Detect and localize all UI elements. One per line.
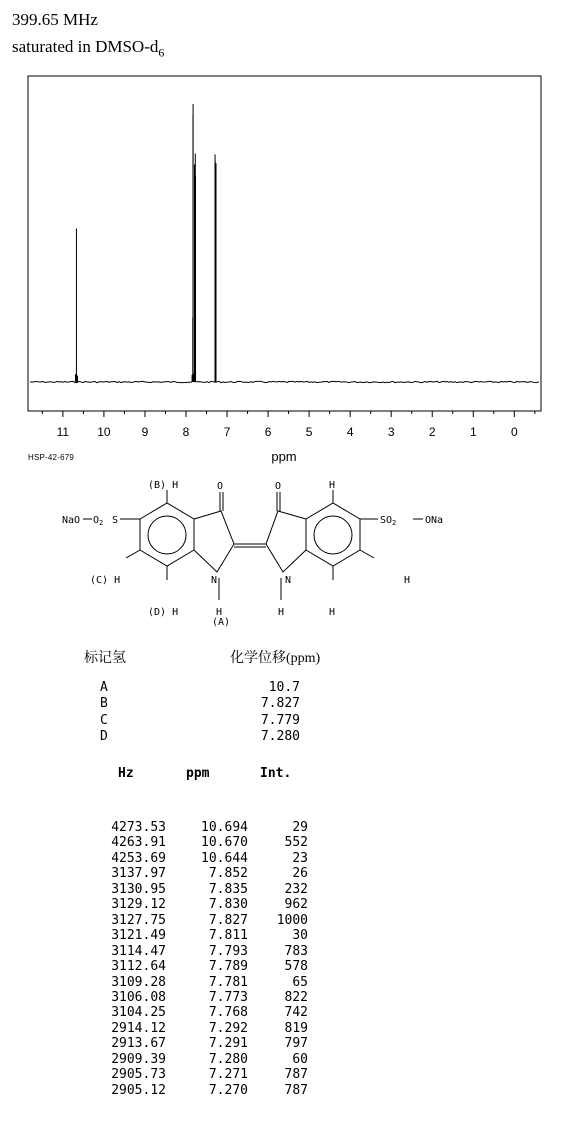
peak-row — [84, 959, 308, 974]
spectrometer-frequency: 399.65 MHz — [12, 10, 98, 29]
peak-int: 819 — [284, 1020, 308, 1036]
peak-int: 29 — [292, 820, 308, 835]
x-axis-label: ppm — [271, 449, 297, 464]
peak-row — [84, 820, 308, 835]
o-left-label: O — [217, 481, 224, 492]
peak-row — [84, 944, 308, 959]
peak-hz: 4273.53 — [111, 820, 166, 835]
peak-ppm: 7.830 — [208, 897, 248, 913]
assignment-shift: 7.779 — [260, 712, 300, 728]
spectrum-code: HSP-42-679 — [28, 453, 75, 462]
peak-int: 962 — [284, 897, 308, 913]
peak-int: 578 — [284, 959, 308, 975]
peak-ppm: 7.793 — [208, 943, 248, 959]
peak-int: 60 — [292, 1051, 308, 1067]
left-five-ring — [194, 511, 234, 572]
x-tick-label: 6 — [264, 425, 272, 439]
peak-hz: 3129.12 — [111, 897, 166, 913]
h-top-right-label: H — [329, 480, 336, 491]
right-aromatic-circle — [314, 516, 352, 554]
x-tick-label: 7 — [223, 425, 231, 439]
h-nh-right-label: H — [278, 607, 285, 618]
x-tick-label: 11 — [56, 425, 70, 439]
peak-ppm: 7.811 — [208, 928, 248, 944]
peak-int: 742 — [284, 1005, 308, 1021]
assignment-label: D — [100, 728, 108, 744]
n-left-label: N — [211, 575, 218, 586]
peak-int: 552 — [284, 835, 308, 851]
peak-int: 797 — [284, 1036, 308, 1052]
peak-ppm: 7.270 — [208, 1082, 248, 1098]
peak-row — [84, 1005, 308, 1020]
peak-ppm: 10.644 — [201, 850, 248, 866]
peak-ppm: 7.789 — [208, 959, 248, 975]
o2-label — [93, 515, 103, 527]
x-tick-label: 8 — [182, 425, 190, 439]
nmr-spectrum-chart — [0, 0, 570, 470]
peak-row — [84, 1067, 308, 1082]
peak-hz: 3112.64 — [111, 959, 166, 975]
nh-a-h-label: H — [216, 607, 223, 618]
peak-ppm: 10.694 — [201, 820, 248, 835]
peak-int: 787 — [284, 1082, 308, 1098]
peak-hz: 3104.25 — [111, 1005, 166, 1021]
peak-row — [84, 1036, 308, 1051]
peak-ppm: 7.773 — [208, 989, 248, 1005]
peak-row — [84, 928, 308, 943]
right-side-h-bond — [360, 550, 374, 558]
peak-ppm: 7.768 — [208, 1005, 248, 1021]
peak-hz: 3114.47 — [111, 943, 166, 959]
peak-ppm: 7.852 — [208, 866, 248, 882]
assignment-label: A — [100, 680, 108, 695]
s-left-label: S — [112, 515, 119, 526]
peak-header-int: Int. — [260, 766, 292, 781]
peak-ppm: 7.291 — [208, 1036, 248, 1052]
peak-row — [84, 913, 308, 928]
peak-int: 26 — [292, 866, 308, 882]
peak-ppm: 7.280 — [208, 1051, 248, 1067]
c-h-bond — [126, 550, 140, 558]
peak-row — [84, 1052, 308, 1067]
assignment-row — [100, 696, 300, 712]
peak-int: 30 — [292, 928, 308, 944]
peak-hz: 3106.08 — [111, 989, 166, 1005]
peak-int: 783 — [284, 943, 308, 959]
peak-int: 822 — [284, 989, 308, 1005]
peak-hz: 3109.28 — [111, 974, 166, 990]
peak-hz: 3130.95 — [111, 881, 166, 897]
x-tick-label: 5 — [305, 425, 313, 439]
solvent-text: saturated in DMSO-d — [12, 37, 159, 56]
d-h-label: (D) H — [148, 607, 179, 618]
left-aromatic-circle — [148, 516, 186, 554]
peak-int: 65 — [292, 974, 308, 990]
assignment-row — [100, 729, 300, 745]
x-tick-label: 0 — [510, 425, 518, 439]
x-tick-label: 1 — [469, 425, 477, 439]
peak-hz: 2909.39 — [111, 1051, 166, 1067]
h-right-side-label: H — [404, 575, 411, 586]
peak-hz: 3127.75 — [111, 912, 166, 928]
assignment-shift: 10.7 — [268, 680, 300, 695]
peak-row — [84, 1083, 308, 1098]
assignment-shift-header: 化学位移(ppm) — [230, 651, 321, 666]
peak-row — [84, 975, 308, 990]
plot-frame — [28, 76, 541, 411]
assignment-shift: 7.280 — [260, 728, 300, 744]
o-right-label: O — [275, 481, 282, 492]
assignment-row — [100, 680, 300, 696]
peak-int: 232 — [284, 881, 308, 897]
peak-hz: 2913.67 — [111, 1036, 166, 1052]
peak-header-hz: Hz — [118, 766, 134, 781]
so2-sub: 2 — [392, 519, 397, 527]
peak-table — [84, 820, 308, 1098]
peak-int: 1000 — [276, 912, 308, 928]
x-tick-label: 2 — [428, 425, 436, 439]
assignment-label-header: 标记氢 — [84, 651, 126, 666]
nao-label: NaO — [62, 515, 81, 526]
peak-int: 23 — [292, 850, 308, 866]
peak-row — [84, 897, 308, 912]
peak-ppm: 7.835 — [208, 881, 248, 897]
assignment-table — [100, 680, 300, 745]
peak-row — [84, 851, 308, 866]
peak-hz: 3121.49 — [111, 928, 166, 944]
so2-text: SO — [380, 515, 393, 526]
peak-row — [84, 990, 308, 1005]
peak-row — [84, 866, 308, 881]
peak-hz: 2905.73 — [111, 1067, 166, 1083]
peak-hz: 3137.97 — [111, 866, 166, 882]
assignment-row — [100, 713, 300, 729]
x-tick-label: 3 — [387, 425, 395, 439]
peak-hz: 2914.12 — [111, 1020, 166, 1036]
assignment-label: B — [100, 696, 108, 712]
so2-right-label — [380, 515, 396, 527]
peak-hz: 4263.91 — [111, 835, 166, 851]
o2-text: O — [93, 515, 100, 526]
a-label: (A) — [212, 617, 231, 628]
b-h-label: (B) H — [148, 480, 179, 491]
assignment-label: C — [100, 712, 108, 728]
peak-ppm: 7.271 — [208, 1067, 248, 1083]
solvent-subscript: 6 — [158, 45, 165, 60]
peak-hz: 2905.12 — [111, 1082, 166, 1098]
o2-sub: 2 — [99, 519, 104, 527]
peak-ppm: 7.781 — [208, 974, 248, 990]
peak-ppm: 7.827 — [208, 912, 248, 928]
ona-label: ONa — [425, 515, 444, 526]
peak-ppm: 7.292 — [208, 1020, 248, 1036]
peak-row — [84, 1021, 308, 1036]
spectrum-baseline — [30, 381, 539, 382]
assignment-shift: 7.827 — [260, 696, 300, 712]
peak-hz: 4253.69 — [111, 850, 166, 866]
peak-row — [84, 835, 308, 850]
n-right-label: N — [285, 575, 292, 586]
right-five-ring — [266, 511, 306, 572]
chemical-structure — [0, 470, 570, 630]
h-bottom-right-label: H — [329, 607, 336, 618]
peak-ppm: 10.670 — [201, 835, 248, 851]
c-h-label: (C) H — [90, 575, 121, 586]
peak-int: 787 — [284, 1067, 308, 1083]
peak-row — [84, 882, 308, 897]
x-tick-label: 9 — [141, 425, 149, 439]
peak-header-ppm: ppm — [186, 766, 210, 781]
x-tick-label: 4 — [346, 425, 354, 439]
x-tick-label: 10 — [97, 425, 111, 439]
